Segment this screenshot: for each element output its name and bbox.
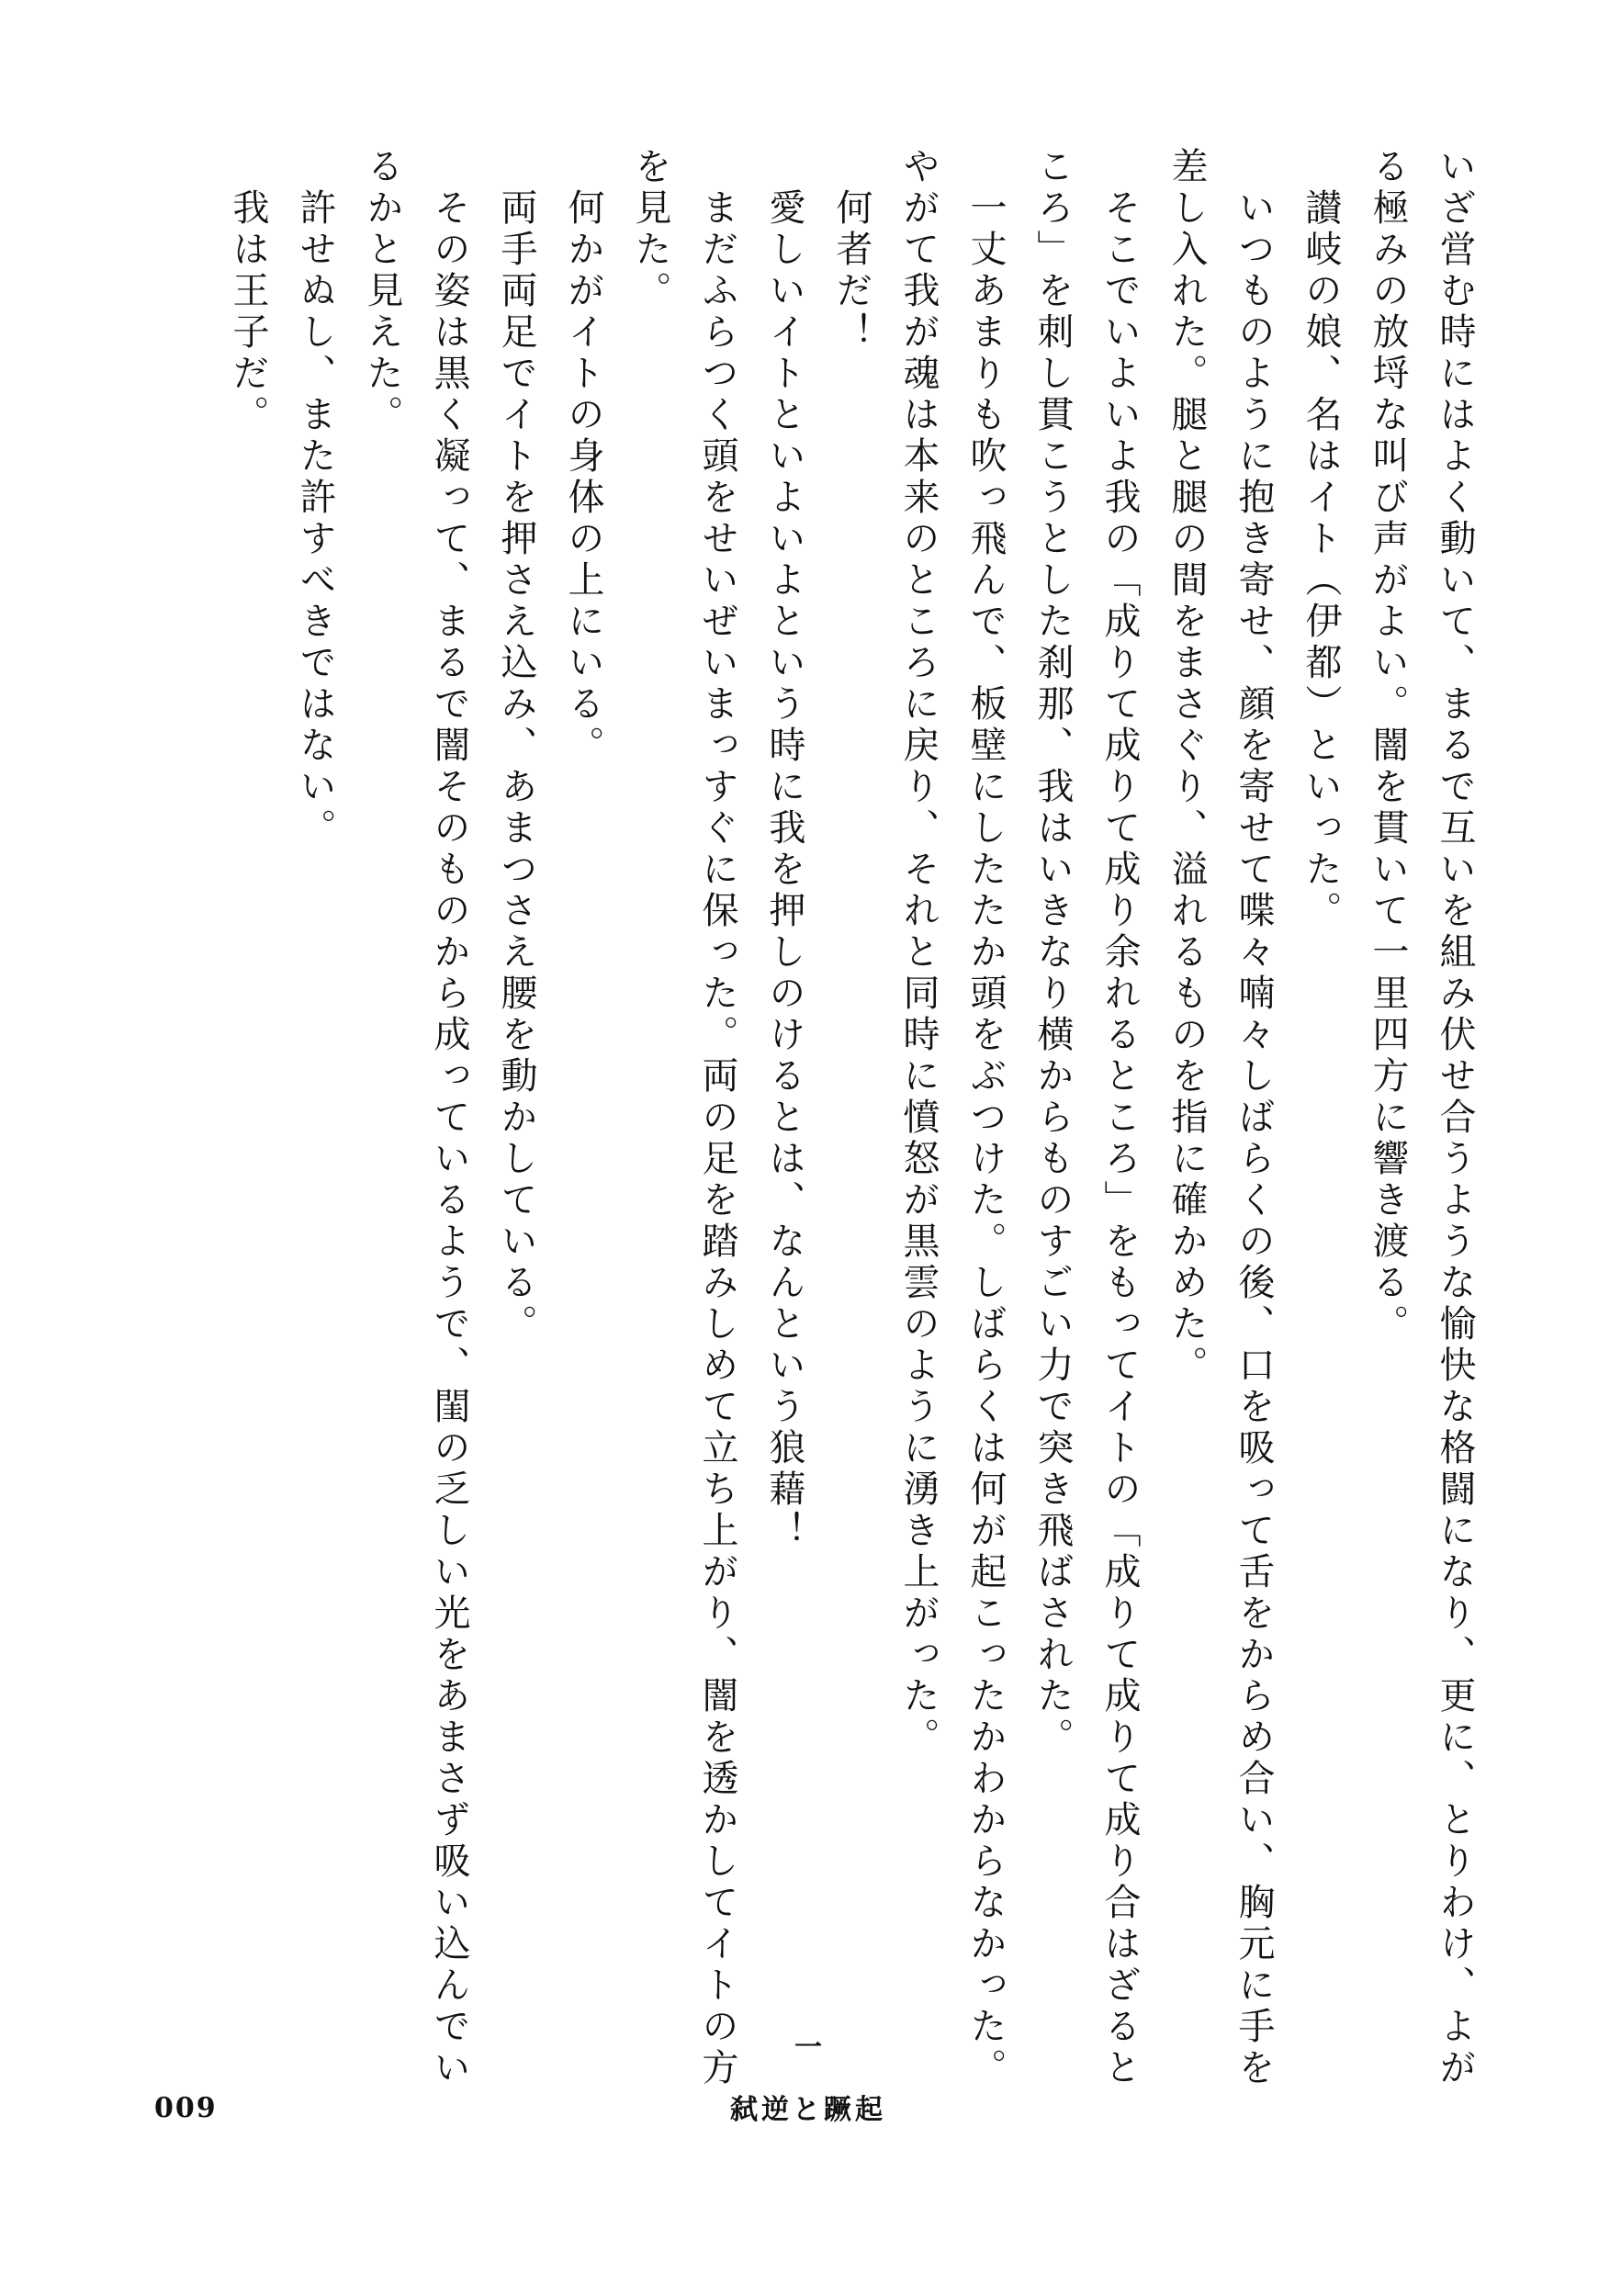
paragraph-8: まだふらつく頭をせいぜいまっすぐに保った。両の足を踏みしめて立ち上がり、闇を透かしてイトの方を見た。 <box>629 147 738 2089</box>
paragraph-12: 許せぬし、また許すべきではない。 <box>294 188 336 850</box>
paragraph-5: 一丈あまりも吹っ飛んで、板壁にしたたか頭をぶつけた。しばらくは何が起こったかわからなかった。やがて我が魂は本来のところに戻り、それと同時に憤怒が黒雲のように湧き上がった。 <box>897 147 1007 2089</box>
paragraph-13: 我は王子だ。 <box>227 188 269 436</box>
paragraph-4: そこでいよいよ我の「成りて成りて成り余れるところ」をもってイトの「成りて成りて成り合はざるところ」を刺し貫こうとした刹那、我はいきなり横からものすごい力で突き飛ばされた。 <box>1031 147 1141 2089</box>
paragraph-10: 両手両足でイトを押さえ込み、あまつさえ腰を動かしている。 <box>495 188 537 1345</box>
paragraph-3: いつものように抱き寄せ、顔を寄せて喋々喃々しばらくの後、口を吸って舌をからめ合い、胸元に手を差し入れた。腿と腿の間をまさぐり、溢れるものを指に確かめた。 <box>1165 147 1275 2089</box>
chapter-number: 一 <box>794 2032 822 2064</box>
paragraph-7: 愛しいイトといよいよという時に我を押しのけるとは、なんという狼藉！ <box>763 188 805 1552</box>
chapter-title: 弑逆と蹶起 <box>730 2094 886 2126</box>
paragraph-9: 何かがイトの身体の上にいる。 <box>562 188 604 767</box>
vertical-text-body <box>119 147 1488 2122</box>
paragraph-6: 何者だ！ <box>830 188 872 354</box>
paragraph-1: いざ営む時にはよく動いて、まるで互いを組み伏せ合うような愉快な格闘になり、更に、とりわけ、よがる極みの放埒な叫び声がよい。闇を貫いて一里四方に響き渡る。 <box>1367 147 1476 2089</box>
paragraph-11: その姿は黒く凝って、まるで闇そのものから成っているようで、閨の乏しい光をあまさず吸い込んでいるかと見えた。 <box>361 147 470 2089</box>
paragraph-2: 讃岐の娘、名はイト（伊都）といった。 <box>1300 188 1342 932</box>
page-number: 009 <box>154 2092 218 2124</box>
